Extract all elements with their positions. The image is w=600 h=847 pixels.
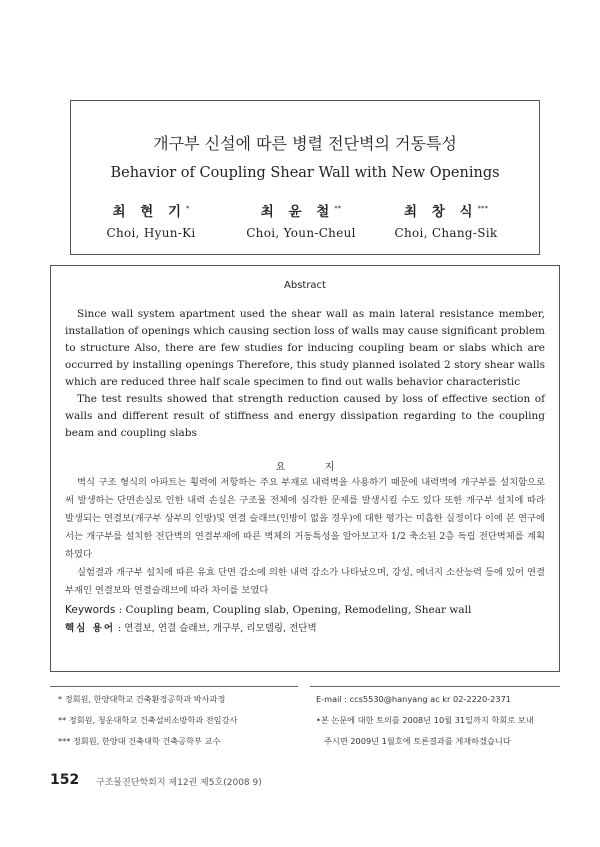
author-3-mark: *** — [477, 204, 489, 213]
footnote-author-3: *** 정회원, 한양대 건축대학 건축공학부 교수 — [58, 736, 221, 746]
author-1-mark: * — [186, 204, 190, 213]
author-3-name-en: Choi, Chang-Sik — [394, 226, 498, 240]
author-1 — [86, 200, 216, 240]
page-number: 152 — [50, 772, 80, 788]
summary-body — [65, 474, 545, 600]
keywords-values: Coupling beam, Coupling slab, Opening, Remodeling, Shear wall — [125, 604, 472, 616]
keywords-korean: 핵심 용어 : 연결보, 연결 슬래브, 개구부, 리모델링, 전단벽 — [65, 623, 317, 634]
abstract-box — [50, 265, 560, 672]
author-2-name-ko: 최 윤 철 — [260, 204, 335, 220]
summary-heading: 요 지 — [275, 462, 353, 473]
author-3 — [381, 200, 511, 240]
abstract-body — [65, 306, 545, 442]
author-1-name-ko: 최 현 기 — [112, 204, 187, 220]
paper-title-english: Behavior of Coupling Shear Wall with New Openings — [110, 165, 500, 181]
footnote-email: E-mail : ccs5530@hanyang ac kr 02-2220-2371 — [316, 694, 512, 704]
journal-info: 구조물진단학회지 제12권 제5호(2008 9) — [96, 778, 262, 788]
keywords-ko-label: 핵심 용어 — [65, 623, 116, 634]
abstract-heading: Abstract — [284, 280, 326, 291]
keywords-english: Keywords : Coupling beam, Coupling slab, Opening, Remodeling, Shear wall — [65, 604, 472, 616]
footnote-author-1: * 정회원, 한양대학교 건축환경공학과 박사과정 — [58, 694, 226, 704]
abstract-paragraph-2: The test results showed that strength reduction caused by loss of effective section of walls and different result of stiffness and energy dissipation regarding to the coupling beam and coupling slabs — [65, 393, 545, 439]
summary-paragraph-2: 실험결과 개구부 설치에 따른 유효 단면 감소에 의한 내력 감소가 나타났으며, 강성, 에너지 소산능력 등에 있어 연결부재인 연결보와 연결슬래브에 따라 차이를 보였다 — [65, 567, 545, 596]
footnote-author-2: ** 정회원, 청운대학교 건축설비소방학과 전임강사 — [58, 715, 238, 725]
keywords-label: Keywords — [65, 604, 116, 616]
title-box — [70, 100, 540, 255]
footnote-divider-right — [310, 686, 560, 687]
author-1-name-en: Choi, Hyun-Ki — [106, 226, 196, 240]
author-2-name-en: Choi, Youn-Cheul — [246, 226, 356, 240]
author-2-mark: ** — [334, 204, 342, 213]
author-3-name-ko: 최 창 식 — [403, 204, 478, 220]
keywords-ko-values: 연결보, 연결 슬래브, 개구부, 리모델링, 전단벽 — [124, 623, 317, 634]
footnote-discussion-1: •본 논문에 대한 토의를 2008년 10월 31일까지 학회로 보내 — [316, 715, 534, 725]
footnote-discussion-2: 주시면 2009년 1월호에 토론결과를 게재하겠습니다 — [324, 736, 511, 746]
abstract-paragraph-1: Since wall system apartment used the shear wall as main lateral resistance member, installation of openings which causing section loss of walls may cause significant problem to structure Also, there are few studies for inducing coupling beam or slabs which are occurred by installing openings Therefore, this study planned isolated 2 story shear walls which are reduced three half scale specimen to find out walls behavior characteristic — [65, 308, 545, 388]
author-2 — [236, 200, 366, 240]
footnote-divider-left — [50, 686, 298, 687]
paper-title-korean: 개구부 신설에 따른 병렬 전단벽의 거동특성 — [153, 134, 457, 153]
summary-paragraph-1: 벽식 구조 형식의 아파트는 횡력에 저항하는 주요 부재로 내력벽을 사용하기 때문에 내력벽에 개구부를 설치함으로써 발생하는 단면손실로 인한 내력 손실은 구조물 전체에 심각한 문제를 발생시킬 수도 있다 또한 개구부 설치에 따라 발생되는 연결보(개구부 상부의 인방)및 연결 슬래브(인방이 없을 경우)에 대한 평가는 미흡한 실정이다 이에 본 연구에서는 개구부를 설치한 전단벽의 연결부재에 따른 벽체의 거동특성을 알아보고자 1/2 축소된 2층 독립 전단벽체를 계획하였다 — [65, 477, 545, 560]
